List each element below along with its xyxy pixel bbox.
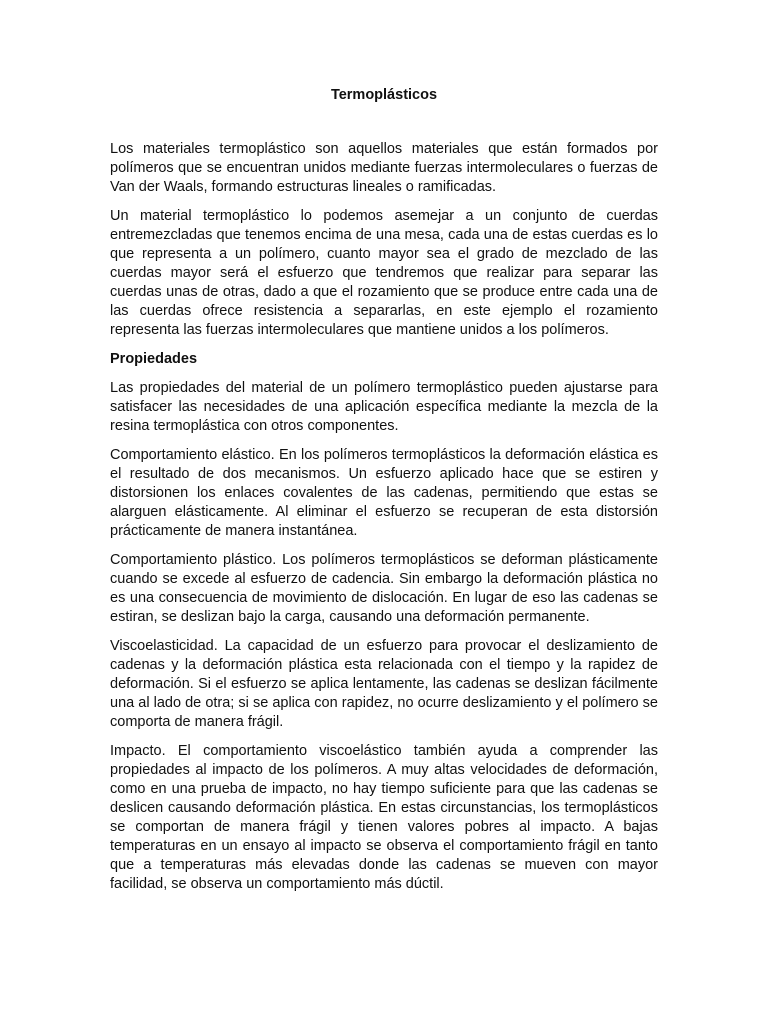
paragraph-analogy: Un material termoplástico lo podemos asemejar a un conjunto de cuerdas entremezcladas que tenemos encima de una mesa, cada una de estas cuerdas es lo que representa a un polímero, cuanto mayor sea el grado de mezclado de las cuerdas mayor será el esfuerzo que tendremos que realizar para separar las cuerdas unas de otras, dado a que el rozamiento que se produce entre cada una de las cuerdas ofrece resistencia a separarlas, en este ejemplo el rozamiento representa las fuerzas intermoleculares que mantiene unidos a los polímeros.: [110, 208, 658, 338]
document-body: [110, 140, 658, 904]
paragraph-viscoelasticidad: Viscoelasticidad. La capacidad de un esfuerzo para provocar el deslizamiento de cadenas y la deformación plástica esta relacionada con el tiempo y la rapidez de deformación. Si el esfuerzo se aplica lentamente, las cadenas se deslizan fácilmente una al lado de otra; si se aplica con rapidez, no ocurre deslizamiento y el polímero se comporta de manera frágil.: [110, 638, 658, 730]
section-heading-propiedades: Propiedades: [110, 351, 198, 367]
document-title: Termoplásticos: [330, 87, 438, 103]
paragraph-impacto: Impacto. El comportamiento viscoelástico también ayuda a comprender las propiedades al impacto de los polímeros. A muy altas velocidades de deformación, como en una prueba de impacto, no hay tiempo suficiente para que las cadenas se deslicen causando deformación plástica. En estas circunstancias, los termoplásticos se comportan de manera frágil y tienen valores pobres al impacto. A bajas temperaturas en un ensayo al impacto se observa el comportamiento frágil en tanto que a temperaturas más elevadas donde las cadenas se mueven con mayor facilidad, se observa un comportamiento más dúctil.: [110, 743, 658, 892]
paragraph-propiedades: Las propiedades del material de un polímero termoplástico pueden ajustarse para satisfacer las necesidades de una aplicación específica mediante la mezcla de la resina termoplástica con otros componentes.: [110, 380, 658, 434]
paragraph-comportamiento-plastico: Comportamiento plástico. Los polímeros termoplásticos se deforman plásticamente cuando se excede al esfuerzo de cadencia. Sin embargo la deformación plástica no es una consecuencia de movimiento de dislocación. En lugar de eso las cadenas se estiran, se deslizan bajo la carga, causando una deformación permanente.: [110, 552, 658, 625]
paragraph-intro: Los materiales termoplástico son aquellos materiales que están formados por polímeros que se encuentran unidos mediante fuerzas intermoleculares o fuerzas de Van der Waals, formando estructuras lineales o ramificadas.: [110, 141, 658, 195]
paragraph-comportamiento-elastico: Comportamiento elástico. En los polímeros termoplásticos la deformación elástica es el resultado de dos mecanismos. Un esfuerzo aplicado hace que se estiren y distorsionen los enlaces covalentes de las cadenas, permitiendo que estas se alarguen elásticamente. Al eliminar el esfuerzo se recuperan de esta distorsión prácticamente de manera instantánea.: [110, 447, 658, 539]
